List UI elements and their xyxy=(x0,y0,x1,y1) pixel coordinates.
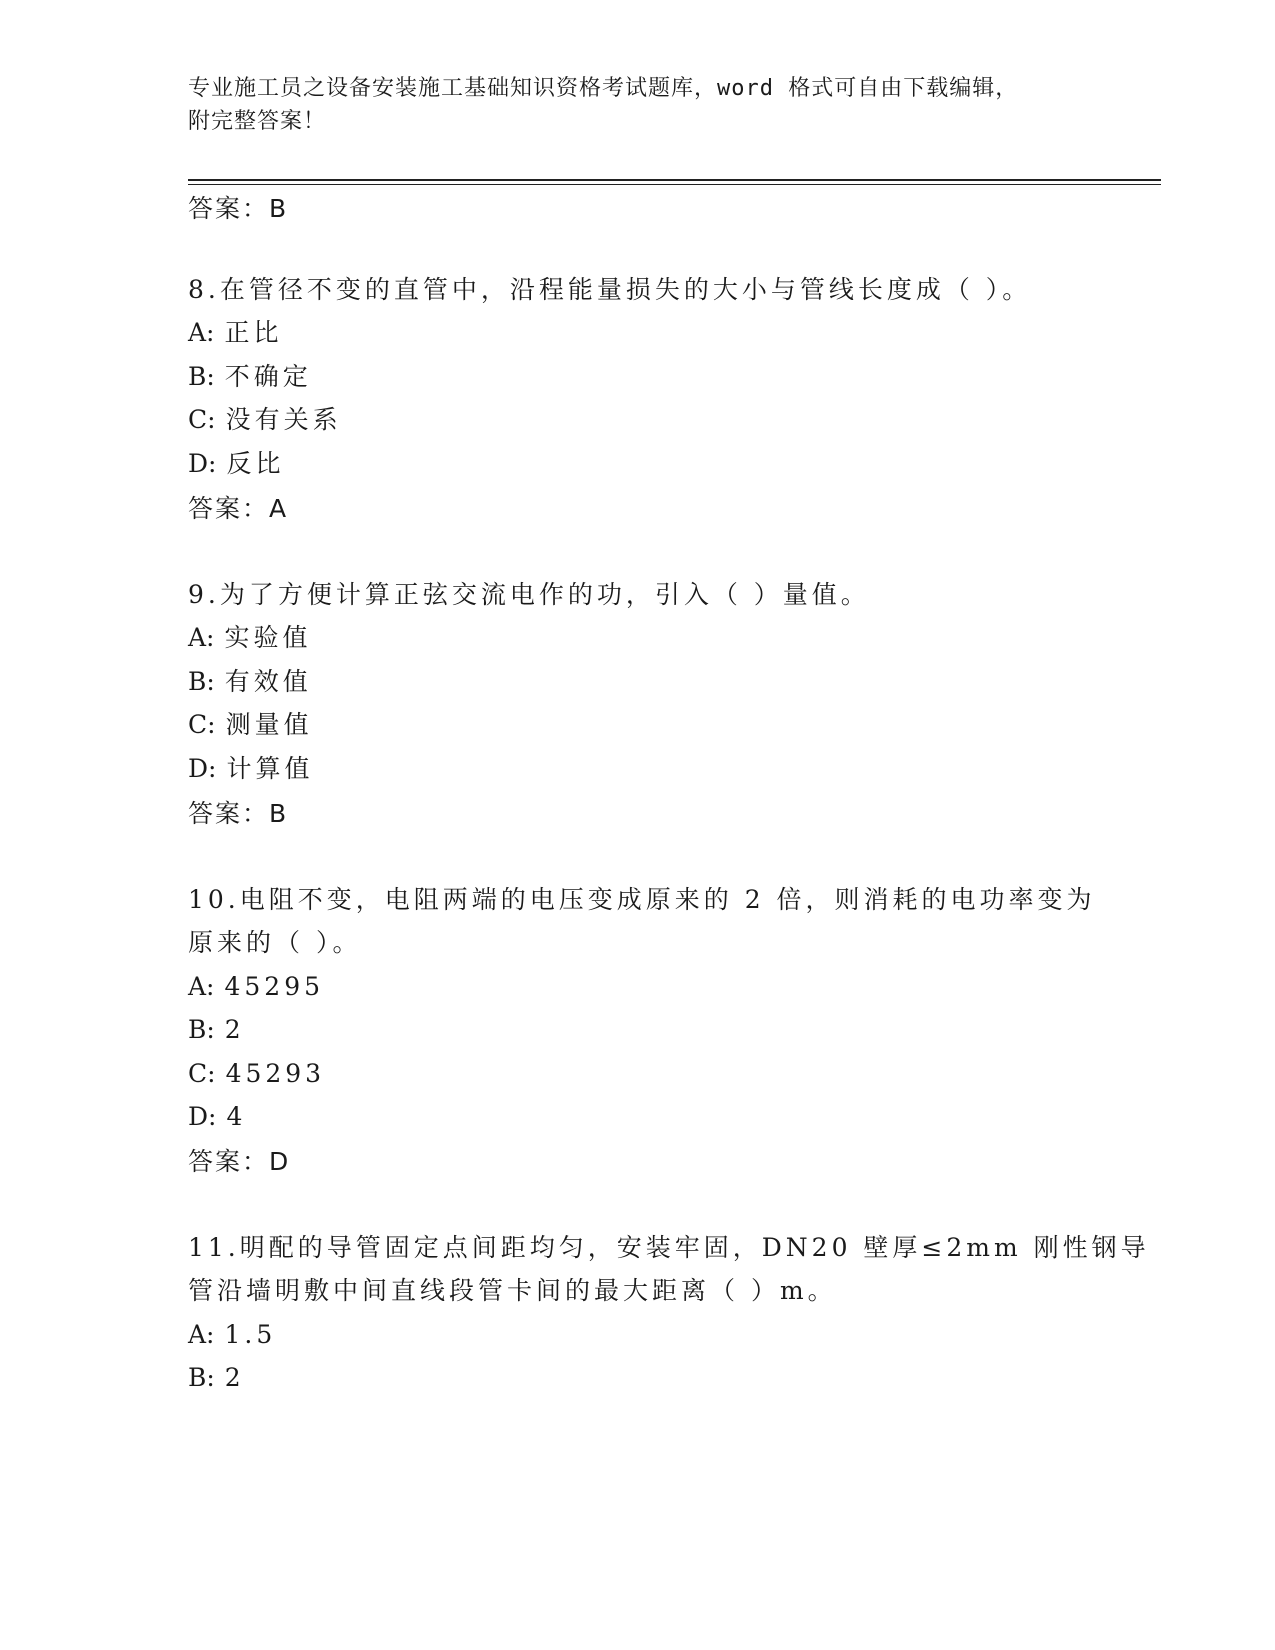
question-9-answer: 答案：B xyxy=(188,799,289,828)
previous-answer: 答案：B xyxy=(188,194,289,223)
question-10-option-a: A: 45295 xyxy=(188,972,325,1001)
question-9-option-c: C: 测量值 xyxy=(188,710,313,739)
document-header xyxy=(188,72,1088,138)
header-line-2: 附完整答案！ xyxy=(188,109,327,134)
header-rule-thin xyxy=(188,184,1161,185)
question-10-stem-line-1: 10.电阻不变，电阻两端的电压变成原来的 2 倍，则消耗的电功率变为 xyxy=(188,885,1096,914)
question-11-option-b: B: 2 xyxy=(188,1363,245,1392)
question-11-option-a: A: 1.5 xyxy=(188,1320,277,1349)
question-8-option-c: C: 没有关系 xyxy=(188,405,342,434)
question-10-option-b: B: 2 xyxy=(188,1015,245,1044)
question-10-option-d: D: 4 xyxy=(188,1102,247,1131)
question-11-stem-line-1: 11.明配的导管固定点间距均匀，安装牢固，DN20 壁厚≤2mm 刚性钢导 xyxy=(188,1233,1150,1262)
question-8-option-a: A: 正比 xyxy=(188,318,283,347)
question-11-stem-line-2: 管沿墙明敷中间直线段管卡间的最大距离（ ）m。 xyxy=(188,1276,837,1305)
question-9-option-d: D: 计算值 xyxy=(188,754,314,783)
question-9-option-b: B: 有效值 xyxy=(188,667,312,696)
question-8-option-b: B: 不确定 xyxy=(188,362,312,391)
question-9-option-a: A: 实验值 xyxy=(188,623,312,652)
question-8-stem: 8.在管径不变的直管中，沿程能量损失的大小与管线长度成（ ）。 xyxy=(188,275,1032,304)
header-rule-thick xyxy=(188,179,1161,181)
question-10-answer: 答案：D xyxy=(188,1147,291,1176)
question-10-option-c: C: 45293 xyxy=(188,1059,326,1088)
question-10-stem-line-2: 原来的（ ）。 xyxy=(188,928,362,957)
header-line-1: 专业施工员之设备安装施工基础知识资格考试题库，word 格式可自由下载编辑， xyxy=(188,76,1019,101)
question-9-stem: 9.为了方便计算正弦交流电作的功，引入（ ）量值。 xyxy=(188,580,870,609)
question-8-option-d: D: 反比 xyxy=(188,449,285,478)
question-8-answer: 答案：A xyxy=(188,494,289,523)
